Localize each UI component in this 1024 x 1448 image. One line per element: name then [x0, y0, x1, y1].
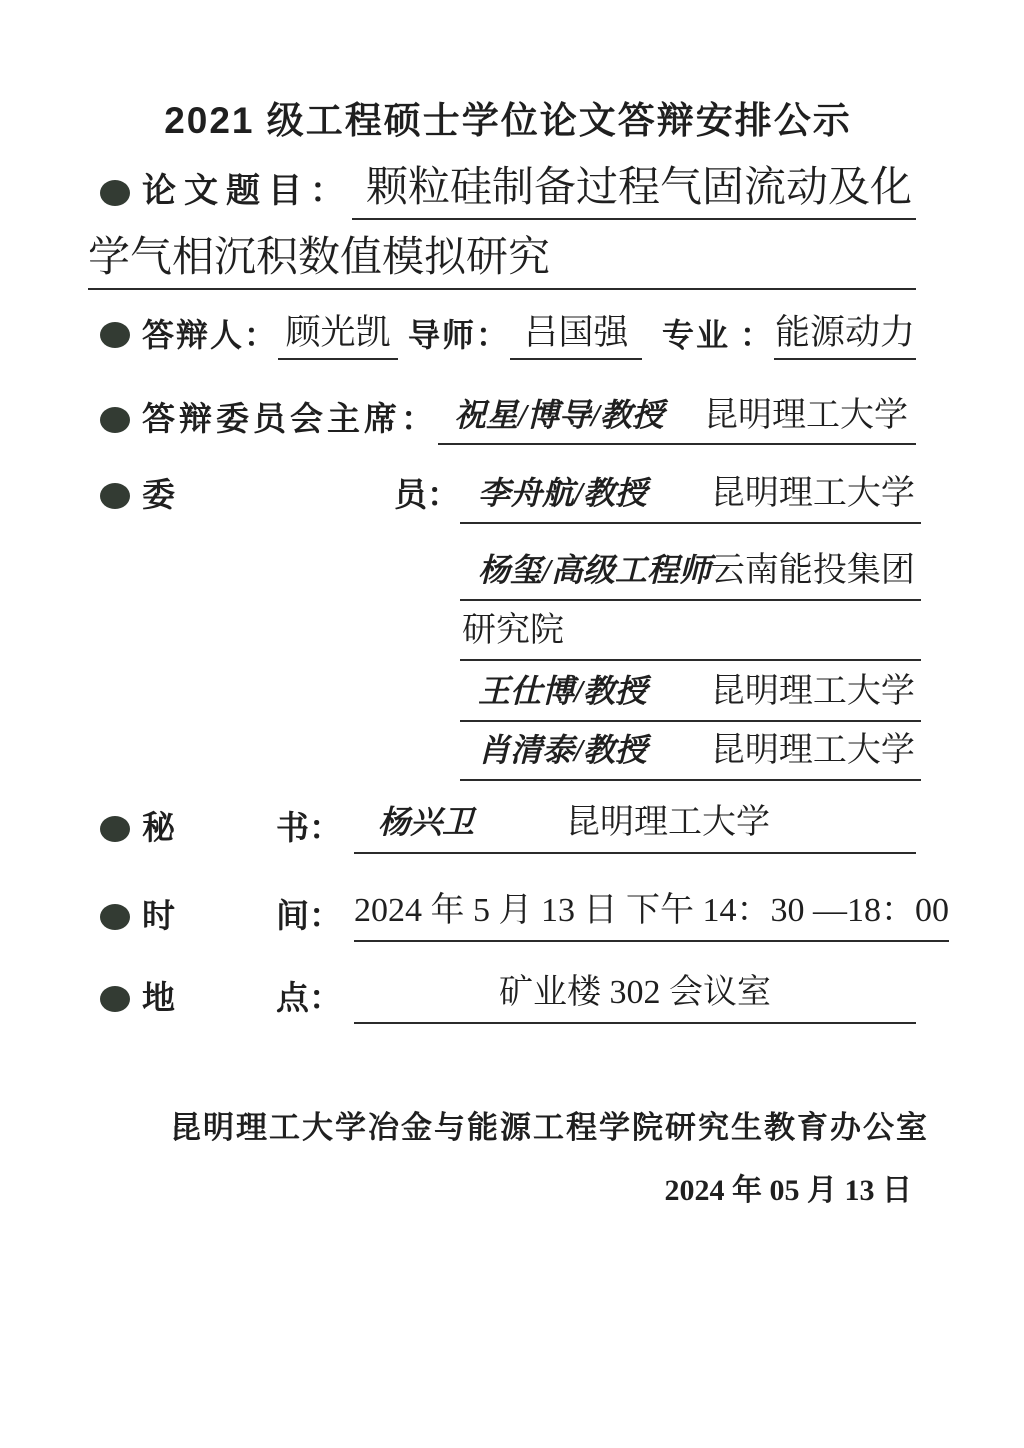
bullet-icon	[100, 904, 130, 930]
major-label: 专业 ：	[662, 317, 775, 353]
secretary-label-char2: 书：	[276, 811, 342, 847]
advisor-name: 吕国强	[510, 308, 642, 360]
committee-member-row	[460, 548, 921, 601]
committee-member-affiliation: 研究院	[462, 612, 564, 649]
time-label	[142, 892, 342, 942]
committee-member-name: 杨玺/高级工程师	[478, 552, 711, 588]
footer-office: 昆明理工大学冶金与能源工程学院研究生教育办公室	[170, 1110, 929, 1145]
committee-member-affiliation: 云南能投集团	[710, 552, 915, 589]
committee-member-row	[460, 471, 921, 524]
time-row	[100, 886, 949, 942]
location-value: 矿业楼 302 会议室	[354, 968, 916, 1024]
location-label-char2: 点：	[276, 981, 342, 1017]
time-value: 2024 年 5 月 13 日 下午 14：30 —18：00	[354, 886, 949, 942]
committee-entries	[460, 471, 921, 781]
chair-entry	[438, 392, 916, 445]
committee-label-char2: 员：	[394, 478, 460, 514]
time-label-char1: 时	[142, 899, 175, 935]
committee-member-name: 王仕博/教授	[478, 673, 647, 709]
secretary-label-char1: 秘	[142, 811, 175, 847]
secretary-label	[142, 804, 342, 854]
committee-member-affiliation: 昆明理工大学	[710, 732, 915, 769]
committee-member-row	[460, 609, 921, 661]
committee-member-affiliation: 昆明理工大学	[710, 475, 915, 512]
secretary-entry	[354, 797, 916, 854]
committee-block	[100, 471, 916, 781]
thesis-title-value-line2: 学气相沉积数值模拟研究	[88, 230, 916, 290]
bullet-icon	[100, 816, 130, 842]
bullet-icon	[100, 322, 130, 348]
thesis-title-label: 论文题目：	[142, 173, 352, 210]
location-row	[100, 968, 916, 1024]
candidate-label: 答辩人：	[142, 317, 279, 353]
committee-member-name: 李舟航/教授	[478, 475, 647, 511]
chair-name: 祝星/博导/教授	[454, 397, 664, 433]
committee-member-name: 肖清泰/教授	[478, 732, 647, 768]
secretary-affiliation: 昆明理工大学	[566, 804, 771, 841]
committee-member-affiliation: 昆明理工大学	[710, 673, 915, 710]
location-label	[142, 974, 342, 1024]
chair-affiliation: 昆明理工大学	[704, 397, 908, 434]
committee-label-char1: 委	[142, 478, 175, 514]
page-title: 2021 级工程硕士学位论文答辩安排公示	[164, 100, 852, 141]
location-label-char1: 地	[142, 981, 175, 1017]
committee-member-row	[460, 728, 921, 781]
secretary-row	[100, 797, 916, 854]
footer-date: 2024 年 05 月 13 日	[664, 1174, 912, 1207]
chair-label: 答辩委员会主席：	[142, 402, 438, 438]
secretary-name: 杨兴卫	[378, 804, 475, 840]
chair-row	[100, 392, 916, 445]
bullet-icon	[100, 483, 130, 509]
thesis-title-value-line1: 颗粒硅制备过程气固流动及化	[352, 160, 916, 220]
bullet-icon	[100, 407, 130, 433]
thesis-title-row	[100, 160, 916, 220]
committee-label	[142, 471, 460, 521]
advisor-label: 导师：	[408, 317, 511, 353]
committee-member-row	[460, 669, 921, 722]
candidate-row	[100, 308, 916, 360]
bullet-icon	[100, 180, 130, 206]
candidate-name: 顾光凯	[278, 308, 398, 360]
bullet-icon	[100, 986, 130, 1012]
major-value: 能源动力	[774, 308, 916, 360]
time-label-char2: 间：	[276, 899, 342, 935]
